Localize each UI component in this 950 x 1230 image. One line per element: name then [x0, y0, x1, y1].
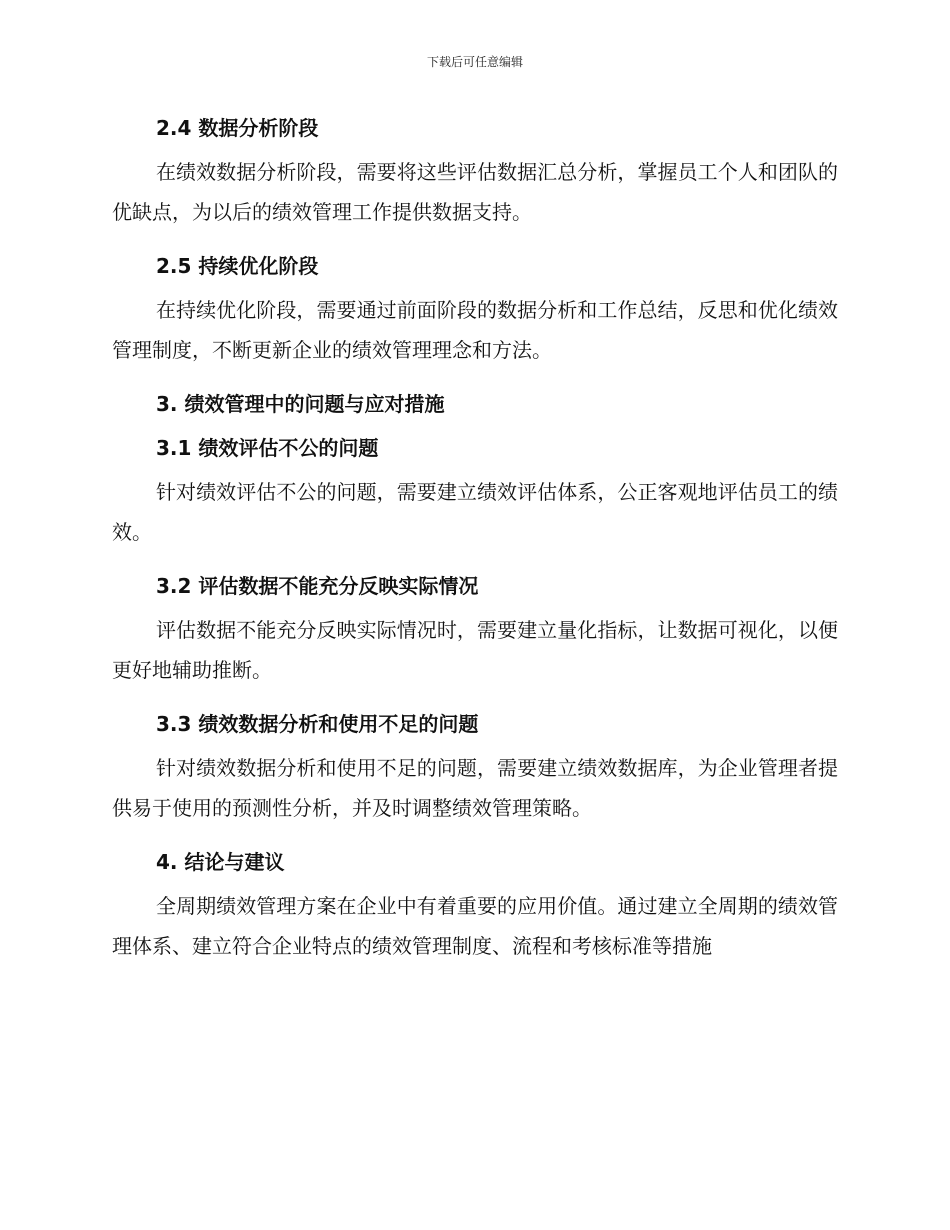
section-paragraph-4: 全周期绩效管理方案在企业中有着重要的应用价值。通过建立全周期的绩效管理体系、建立符合企业特点的绩效管理制度、流程和考核标准等措施	[112, 894, 838, 958]
section-paragraph-3-3: 针对绩效数据分析和使用不足的问题，需要建立绩效数据库，为企业管理者提供易于使用的预测性分析，并及时调整绩效管理策略。	[112, 756, 838, 820]
section-heading-3-2: 3.2 评估数据不能充分反映实际情况	[156, 574, 479, 598]
section-heading-3-3: 3.3 绩效数据分析和使用不足的问题	[156, 712, 479, 736]
section-heading-3-1: 3.1 绩效评估不公的问题	[156, 436, 379, 460]
section-paragraph-3-1: 针对绩效评估不公的问题，需要建立绩效评估体系，公正客观地评估员工的绩效。	[112, 480, 838, 544]
section-paragraph-3-2: 评估数据不能充分反映实际情况时，需要建立量化指标，让数据可视化，以便更好地辅助推断。	[112, 618, 838, 682]
section-heading-4: 4. 结论与建议	[156, 850, 285, 874]
document-body	[112, 108, 838, 980]
section-paragraph-2-5: 在持续优化阶段，需要通过前面阶段的数据分析和工作总结，反思和优化绩效管理制度，不断更新企业的绩效管理理念和方法。	[112, 298, 838, 362]
section-paragraph-2-4: 在绩效数据分析阶段，需要将这些评估数据汇总分析，掌握员工个人和团队的优缺点，为以后的绩效管理工作提供数据支持。	[112, 160, 838, 224]
section-heading-2-4: 2.4 数据分析阶段	[156, 116, 319, 140]
section-heading-3: 3. 绩效管理中的问题与应对措施	[156, 392, 445, 416]
page-header: 下载后可任意编辑	[426, 55, 523, 69]
section-heading-2-5: 2.5 持续优化阶段	[156, 254, 319, 278]
